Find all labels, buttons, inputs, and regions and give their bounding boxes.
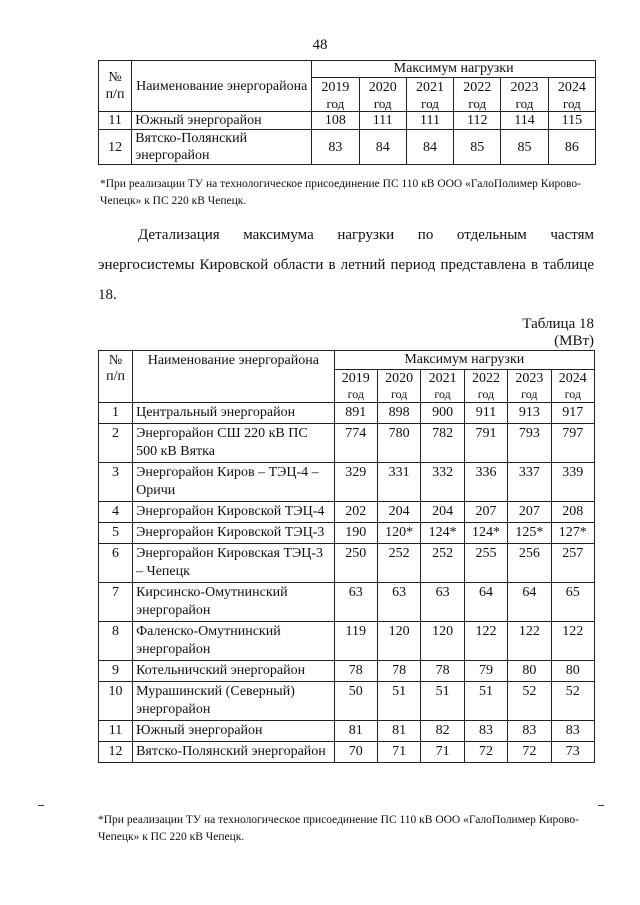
table-row [99, 424, 595, 463]
footnote: *При реализации ТУ на технологическое присоединение ПС 110 кВ ООО «ГалоПолимер Кирово-Чепецк» к ПС 220 кВ Чепецк. [98, 814, 579, 843]
row-value: 83 [464, 721, 507, 742]
table-unit: (МВт) [554, 333, 594, 349]
row-value: 81 [377, 721, 420, 742]
table-18 [98, 350, 595, 763]
row-value: 112 [454, 112, 501, 130]
row-value: 257 [551, 544, 594, 583]
row-value: 252 [377, 544, 420, 583]
row-value: 120* [377, 523, 420, 544]
year-header: 2022 [464, 370, 507, 388]
row-value: 780 [377, 424, 420, 463]
row-value: 85 [454, 130, 501, 165]
year-unit: год [548, 96, 595, 112]
row-number: 12 [99, 742, 133, 763]
year-header: 2020 [377, 370, 420, 388]
col-name-header: Наименование энергорайона [132, 61, 312, 112]
row-value: 72 [464, 742, 507, 763]
row-name: Котельничский энергорайон [133, 661, 335, 682]
row-value: 64 [464, 583, 507, 622]
row-value: 122 [464, 622, 507, 661]
scan-mark [598, 805, 604, 806]
row-number: 10 [99, 682, 133, 721]
row-value: 204 [421, 502, 464, 523]
row-value: 63 [334, 583, 377, 622]
row-value: 256 [508, 544, 551, 583]
row-value: 78 [377, 661, 420, 682]
row-value: 83 [551, 721, 594, 742]
col-name-header: Наименование энергорайона [133, 351, 335, 403]
row-value: 111 [406, 112, 453, 130]
year-unit: год [508, 387, 551, 403]
row-value: 71 [421, 742, 464, 763]
row-name: Энергорайон Кировской ТЭЦ-4 [133, 502, 335, 523]
row-name: Центральный энергорайон [133, 403, 335, 424]
row-value: 339 [551, 463, 594, 502]
row-name: Вятско-Полянский энергорайон [133, 742, 335, 763]
row-value: 83 [312, 130, 359, 165]
year-header: 2021 [406, 78, 453, 97]
table-row [99, 622, 595, 661]
row-value: 120 [377, 622, 420, 661]
year-unit: год [359, 96, 406, 112]
row-number: 11 [99, 112, 132, 130]
row-value: 207 [464, 502, 507, 523]
year-unit: год [421, 387, 464, 403]
row-value: 122 [508, 622, 551, 661]
scan-mark [38, 805, 44, 806]
row-value: 917 [551, 403, 594, 424]
row-value: 122 [551, 622, 594, 661]
row-number: 5 [99, 523, 133, 544]
year-header: 2020 [359, 78, 406, 97]
row-value: 793 [508, 424, 551, 463]
row-value: 204 [377, 502, 420, 523]
row-value: 114 [501, 112, 548, 130]
table-row [99, 112, 596, 130]
row-number: 12 [99, 130, 132, 165]
year-unit: год [501, 96, 548, 112]
table-row [99, 742, 595, 763]
row-value: 80 [551, 661, 594, 682]
col-num-header: № п/п [99, 61, 132, 112]
row-value: 913 [508, 403, 551, 424]
row-value: 72 [508, 742, 551, 763]
table-caption [522, 316, 594, 350]
row-value: 898 [377, 403, 420, 424]
row-name: Южный энергорайон [133, 721, 335, 742]
row-value: 900 [421, 403, 464, 424]
row-value: 332 [421, 463, 464, 502]
row-value: 208 [551, 502, 594, 523]
row-number: 1 [99, 403, 133, 424]
row-value: 50 [334, 682, 377, 721]
row-number: 3 [99, 463, 133, 502]
row-value: 84 [359, 130, 406, 165]
row-value: 81 [334, 721, 377, 742]
row-value: 124* [421, 523, 464, 544]
row-value: 63 [421, 583, 464, 622]
row-value: 86 [548, 130, 595, 165]
row-name: Энергорайон Кировская ТЭЦ-3 – Чепецк [133, 544, 335, 583]
row-value: 190 [334, 523, 377, 544]
table-title: Таблица 18 [522, 316, 594, 332]
row-value: 911 [464, 403, 507, 424]
year-header: 2023 [508, 370, 551, 388]
row-value: 64 [508, 583, 551, 622]
row-value: 63 [377, 583, 420, 622]
year-unit: год [377, 387, 420, 403]
row-value: 78 [334, 661, 377, 682]
row-name: Энергорайон СШ 220 кВ ПС 500 кВ Вятка [133, 424, 335, 463]
year-unit: год [464, 387, 507, 403]
row-value: 78 [421, 661, 464, 682]
row-name: Вятско-Полянский энергорайон [132, 130, 312, 165]
row-value: 329 [334, 463, 377, 502]
row-value: 782 [421, 424, 464, 463]
table-continuation [98, 60, 596, 165]
row-value: 51 [421, 682, 464, 721]
year-unit: год [406, 96, 453, 112]
row-value: 65 [551, 583, 594, 622]
row-value: 207 [508, 502, 551, 523]
row-value: 124* [464, 523, 507, 544]
row-value: 84 [406, 130, 453, 165]
row-value: 83 [508, 721, 551, 742]
year-unit: год [551, 387, 594, 403]
year-header: 2023 [501, 78, 548, 97]
row-name: Энергорайон Киров – ТЭЦ-4 – Оричи [133, 463, 335, 502]
table-row [99, 523, 595, 544]
row-value: 85 [501, 130, 548, 165]
table-row [99, 682, 595, 721]
body-paragraph: Детализация максимума нагрузки по отдельным частям энергосистемы Кировской области в летний период представлена в таблице 18. [98, 227, 594, 303]
row-number: 11 [99, 721, 133, 742]
table-row [99, 544, 595, 583]
row-value: 111 [359, 112, 406, 130]
col-max-header: Максимум нагрузки [312, 61, 596, 78]
row-value: 255 [464, 544, 507, 583]
footnote: *При реализации ТУ на технологическое присоединение ПС 110 кВ ООО «ГалоПолимер Кирово-Чепецк» к ПС 220 кВ Чепецк. [100, 178, 581, 207]
row-value: 797 [551, 424, 594, 463]
row-value: 108 [312, 112, 359, 130]
year-unit: год [454, 96, 501, 112]
row-value: 791 [464, 424, 507, 463]
row-value: 51 [464, 682, 507, 721]
row-number: 9 [99, 661, 133, 682]
row-value: 202 [334, 502, 377, 523]
table-row [99, 130, 596, 165]
row-value: 52 [551, 682, 594, 721]
row-number: 6 [99, 544, 133, 583]
row-value: 82 [421, 721, 464, 742]
table-row [99, 403, 595, 424]
row-name: Фаленско-Омутнинский энергорайон [133, 622, 335, 661]
row-value: 52 [508, 682, 551, 721]
row-number: 4 [99, 502, 133, 523]
table-row [99, 463, 595, 502]
year-unit: год [312, 96, 359, 112]
row-name: Мурашинский (Северный) энергорайон [133, 682, 335, 721]
row-value: 774 [334, 424, 377, 463]
year-header: 2022 [454, 78, 501, 97]
row-value: 891 [334, 403, 377, 424]
row-value: 250 [334, 544, 377, 583]
year-header: 2019 [334, 370, 377, 388]
row-value: 119 [334, 622, 377, 661]
table-row [99, 721, 595, 742]
year-header: 2021 [421, 370, 464, 388]
row-value: 336 [464, 463, 507, 502]
row-value: 70 [334, 742, 377, 763]
row-name: Кирсинско-Омутнинский энергорайон [133, 583, 335, 622]
row-value: 79 [464, 661, 507, 682]
row-value: 120 [421, 622, 464, 661]
col-max-header: Максимум нагрузки [334, 351, 594, 370]
table-row [99, 661, 595, 682]
row-name: Энергорайон Кировской ТЭЦ-3 [133, 523, 335, 544]
row-value: 331 [377, 463, 420, 502]
row-value: 252 [421, 544, 464, 583]
row-value: 73 [551, 742, 594, 763]
row-number: 7 [99, 583, 133, 622]
row-value: 51 [377, 682, 420, 721]
table-row [99, 502, 595, 523]
year-unit: год [334, 387, 377, 403]
row-value: 71 [377, 742, 420, 763]
year-header: 2024 [548, 78, 595, 97]
row-number: 8 [99, 622, 133, 661]
year-header: 2019 [312, 78, 359, 97]
row-value: 127* [551, 523, 594, 544]
year-header: 2024 [551, 370, 594, 388]
row-name: Южный энергорайон [132, 112, 312, 130]
page-number: 48 [312, 37, 328, 53]
col-num-header: № п/п [99, 351, 133, 403]
row-value: 125* [508, 523, 551, 544]
row-number: 2 [99, 424, 133, 463]
row-value: 115 [548, 112, 595, 130]
table-row [99, 583, 595, 622]
row-value: 337 [508, 463, 551, 502]
row-value: 80 [508, 661, 551, 682]
